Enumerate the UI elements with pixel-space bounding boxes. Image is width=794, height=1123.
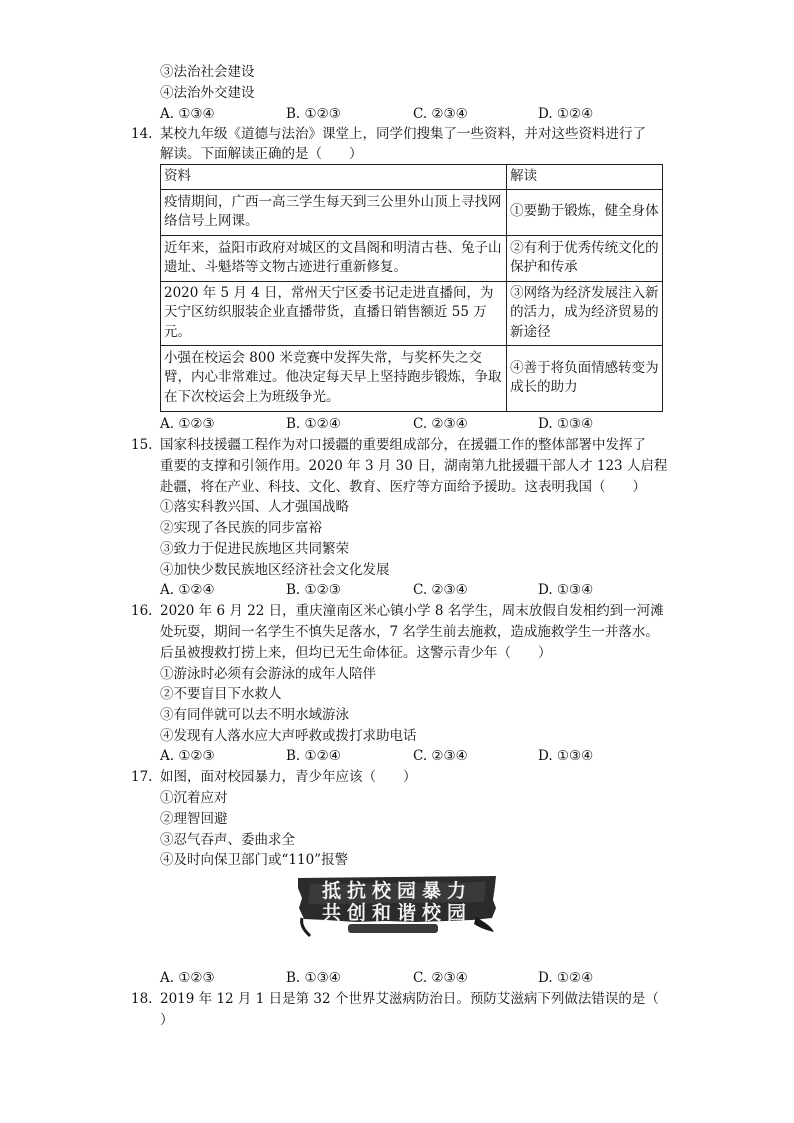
q15-option-d[interactable]: D. ①③④ [538, 582, 594, 598]
q15-stem-line-1: 国家科技援疆工程作为对口援疆的重要组成部分，在援疆工作的整体部署中发挥了 [160, 437, 646, 453]
q15-option-a[interactable]: A. ①②④ [160, 582, 215, 598]
q16-stem-line-1: 2020 年 6 月 22 日，重庆潼南区米心镇小学 8 名学生，周末放假自发相约到一河滩 [160, 603, 664, 619]
q16-stem-line-2: 处玩耍，期间一名学生不慎失足落水，7 名学生前去施救，造成施救学生一并落水。 [160, 624, 659, 640]
q14-stem-line-2: 解读。下面解读正确的是（ ） [160, 146, 363, 162]
q14-options [160, 414, 630, 434]
banner-line-1: 抵抗校园暴力 [321, 880, 472, 902]
q17-item-1: ①沉着应对 [160, 790, 228, 806]
q16-option-a[interactable]: A. ①②③ [160, 748, 215, 764]
q17-option-a[interactable]: A. ①②③ [160, 970, 215, 986]
table-cell-reading: ①要勤于锻炼，健全身体 [507, 189, 663, 235]
q14-option-a[interactable]: A. ①②③ [160, 416, 215, 432]
q14-option-b[interactable]: B. ①②④ [286, 416, 341, 432]
table-row [161, 235, 663, 281]
q17-number: 17. [131, 769, 153, 785]
q13-item-3: ③法治社会建设 [160, 64, 255, 80]
q15-options [160, 580, 630, 600]
anti-bullying-banner-image [296, 874, 498, 938]
q15-item-1: ①落实科教兴国、人才强国战略 [160, 499, 349, 515]
table-row [161, 345, 663, 411]
table-cell-material: 小强在校运会 800 米竞赛中发挥失常，与奖杯失之交臂，内心非常难过。他决定每天早上坚持跑步锻炼，争取在下次校运会上为班级争光。 [161, 345, 507, 411]
q15-stem-line-3: 赴疆，将在产业、科技、文化、教育、医疗等方面给予援助。这表明我国（ ） [160, 479, 646, 495]
q16-option-b[interactable]: B. ①②④ [286, 748, 341, 764]
q16-item-2: ②不要盲目下水救人 [160, 686, 282, 702]
q16-number: 16. [131, 603, 153, 619]
table-cell-material: 疫情期间，广西一高三学生每天到三公里外山顶上寻找网络信号上网课。 [161, 189, 507, 235]
q15-option-b[interactable]: B. ①②③ [286, 582, 341, 598]
q15-item-4: ④加快少数民族地区经济社会文化发展 [160, 562, 390, 578]
table-cell-material: 近年来，益阳市政府对城区的文昌阁和明清古巷、兔子山遗址、斗魁塔等文物古迹进行重新修复。 [161, 235, 507, 281]
q17-option-b[interactable]: B. ①③④ [286, 970, 341, 986]
table-header-material: 资料 [161, 165, 507, 190]
q16-item-3: ③有同伴就可以去不明水域游泳 [160, 707, 349, 723]
q14-table [160, 164, 663, 412]
table-cell-reading: ③网络为经济发展注入新的活力，成为经济贸易的新途径 [507, 281, 663, 345]
q18-stem-line-2: ） [160, 1012, 174, 1028]
q16-option-d[interactable]: D. ①③④ [538, 748, 594, 764]
q16-stem-line-3: 后虽被搜救打捞上来，但均已无生命体征。这警示青少年（ ） [160, 645, 552, 661]
q13-item-4: ④法治外交建设 [160, 85, 255, 101]
q17-option-c[interactable]: C. ②③④ [413, 970, 468, 986]
q17-item-2: ②理智回避 [160, 811, 228, 827]
q16-item-4: ④发现有人落水应大声呼救或拨打求助电话 [160, 728, 417, 744]
q18-stem-line-1: 2019 年 12 月 1 日是第 32 个世界艾滋病防治日。预防艾滋病下列做法错误的是（ [160, 991, 659, 1007]
q13-option-d[interactable]: D. ①②④ [538, 106, 594, 122]
q14-option-c[interactable]: C. ②③④ [413, 416, 468, 432]
q17-stem-line-1: 如图，面对校园暴力，青少年应该（ ） [160, 769, 417, 785]
table-header-reading: 解读 [507, 165, 663, 190]
table-row [161, 189, 663, 235]
banner-line-2: 共创和谐校园 [321, 902, 472, 924]
q18-number: 18. [131, 991, 153, 1007]
table-row [161, 281, 663, 345]
table-header-row [161, 165, 663, 190]
q15-option-c[interactable]: C. ②③④ [413, 582, 468, 598]
q17-item-3: ③忍气吞声、委曲求全 [160, 832, 295, 848]
q16-options [160, 746, 630, 766]
q15-item-3: ③致力于促进民族地区共同繁荣 [160, 541, 349, 557]
q14-option-d[interactable]: D. ①③④ [538, 416, 594, 432]
q13-option-c[interactable]: C. ②③④ [413, 106, 468, 122]
q15-item-2: ②实现了各民族的同步富裕 [160, 520, 322, 536]
q15-stem-line-2: 重要的支撑和引领作用。2020 年 3 月 30 日，湖南第九批援疆干部人才 123 人启程 [160, 458, 668, 474]
q14-stem-line-1: 某校九年级《道德与法治》课堂上，同学们搜集了一些资料，并对这些资料进行了 [160, 126, 646, 142]
table-cell-reading: ④善于将负面情感转变为成长的助力 [507, 345, 663, 411]
q17-options [160, 968, 630, 988]
q17-option-d[interactable]: D. ①②④ [538, 970, 594, 986]
q14-number: 14. [131, 126, 153, 142]
q17-item-4: ④及时向保卫部门或“110”报警 [160, 852, 349, 868]
q15-number: 15. [131, 437, 153, 453]
q13-option-b[interactable]: B. ①②③ [286, 106, 341, 122]
table-cell-reading: ②有利于优秀传统文化的保护和传承 [507, 235, 663, 281]
q13-options [160, 104, 630, 124]
table-cell-material: 2020 年 5 月 4 日，常州天宁区委书记走进直播间，为天宁区纺织服装企业直播带货，直播日销售额近 55 万元。 [161, 281, 507, 345]
q13-option-a[interactable]: A. ①③④ [160, 106, 215, 122]
q16-item-1: ①游泳时必须有会游泳的成年人陪伴 [160, 666, 376, 682]
q16-option-c[interactable]: C. ②③④ [413, 748, 468, 764]
